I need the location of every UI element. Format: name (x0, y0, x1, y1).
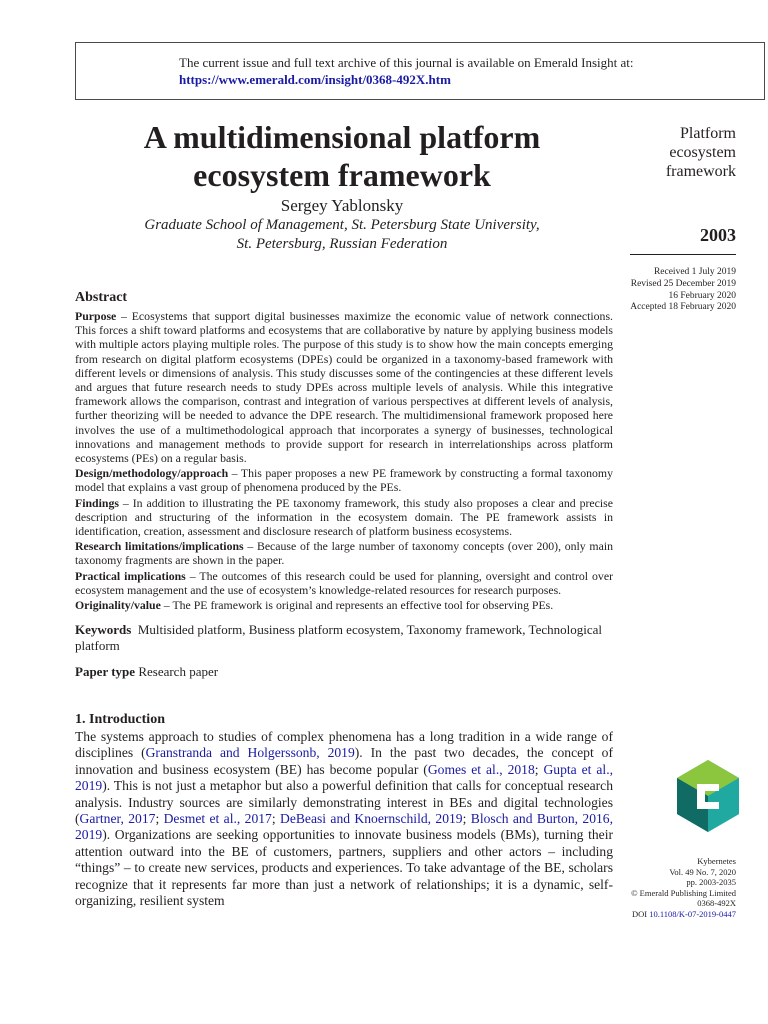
intro-text-run: The systems approach to studies of complex phenomena has a long tradition in a wide range of disciplines ( (75, 729, 613, 761)
intro-text-run: ; (462, 811, 471, 827)
section-label: Originality/value (75, 598, 161, 613)
journal-pages: pp. 2003-2035 (686, 877, 736, 888)
citation-link[interactable]: DeBeasi and Knoernschild, 2019 (280, 811, 463, 827)
article-title: A multidimensional platform ecosystem framework (143, 119, 541, 193)
intro-text-run: ; (271, 811, 280, 827)
affiliation-line: St. Petersburg, Russian Federation (236, 236, 448, 252)
abstract-limitations (75, 539, 613, 567)
section-label: Practical implications (75, 568, 186, 583)
section-text: – The outcomes of this research could be used for planning, oversight and control over ecosystem management and the use of ecosystem’s knowledge-related resources for research purposes. (75, 568, 613, 597)
running-title-line: Platform (680, 125, 736, 142)
section-text: – This paper proposes a new PE framework by constructing a formal taxonomy model that explains a vast group of phenomena produced by the PEs. (75, 466, 613, 495)
affiliation-line: Graduate School of Management, St. Petersburg State University, (144, 217, 540, 233)
sidebar-divider (630, 254, 736, 255)
abstract-heading: Abstract (75, 290, 128, 305)
abstract-design (75, 466, 613, 494)
intro-text-run: ). This is not just a metaphor but also a powerful definition that calls for conceptual research analysis. Industry sources are similarly demonstrating interest in BEs and digital technologies ( (75, 778, 613, 827)
running-title-line: framework (665, 163, 736, 180)
abstract (75, 290, 613, 680)
introduction-section (75, 712, 613, 909)
citation-link[interactable]: Granstranda and Holgerssonb, 2019 (145, 745, 355, 761)
abstract-purpose (75, 309, 613, 465)
received-date: Received 1 July 2019 (653, 267, 736, 277)
section-label: Design/methodology/approach (75, 466, 229, 481)
keywords-text: Multisided platform, Business platform ecosystem, Taxonomy framework, Technological platform (75, 622, 603, 654)
section-text: – Because of the large number of taxonomy concepts (over 200), only main taxonomy fragments are shown in the paper. (75, 539, 613, 568)
abstract-findings (75, 496, 613, 539)
journal-doi (596, 909, 736, 920)
citation-link[interactable]: Desmet et al., 2017 (163, 811, 272, 827)
archive-notice (75, 42, 765, 100)
abstract-practical (75, 569, 613, 597)
section-label: Purpose (75, 309, 117, 323)
journal-name: Kybernetes (697, 856, 736, 866)
citation-link[interactable]: Gartner, 2017 (79, 811, 156, 827)
revised-date: Revised 25 December 2019 (630, 278, 736, 289)
journal-info (596, 856, 736, 920)
author-name: Sergey Yablonsky (280, 196, 404, 215)
running-title-line: ecosystem (669, 144, 736, 161)
section-text: – Ecosystems that support digital businesses maximize the economic value of network connections. This forces a shift toward platforms and ecosystems that are collaborative by nature by applying business models with multiple actors playing multiple roles. The purpose of this study is to show how the main concepts emerging from research on digital platform ecosystems (DPEs) could be organized in a taxonomy-based framework with different levels or dimensions of analysis. This study discusses some of the contingencies at these different levels and argues that future research needs to study DPEs across multiple levels of analysis. While this integrative framework allows the comparison, contrast and integration of various perspectives at different levels of analysis, further theorizing will be needed to advance the DPE research. The multidimensional framework proposed here involves the use of a multimethodological approach that incorporates a synergy of businesses, technological innovations and management methods to provide support for research in interrelationships across platform ecosystems (PEs) on a regular basis. (75, 309, 613, 466)
citation-link[interactable]: Gupta et al., 2019 (75, 761, 613, 794)
keywords (75, 622, 613, 654)
paper-type-text: Research paper (138, 664, 219, 680)
intro-text-run: ). In the past two decades, the concept of innovation and business ecosystem (BE) has become popular ( (75, 745, 613, 777)
intro-text-run: ; (534, 761, 544, 777)
author-affiliation (92, 216, 592, 254)
introduction-text (75, 729, 613, 909)
paper-type (75, 664, 613, 680)
section-label: Research limitations/implications (75, 539, 244, 554)
emerald-logo-icon (675, 758, 741, 834)
paper-type-label: Paper type (75, 664, 136, 680)
intro-text-run: ). Organizations are seeking opportunities to innovate business models (BMs), turning their attention outward into the BE of customers, partners, suppliers and other actors – including “things” – to create new services, products and experiences. To take advantage of the BE, scholars recognize that it represents far more than just a network of relationships; it is a dynamic, self-organizing, resilient system (75, 827, 613, 909)
journal-issn: 0368-492X (697, 898, 736, 909)
section-label: Findings (75, 495, 119, 510)
accepted-date: Accepted 18 February 2020 (630, 302, 736, 313)
archive-url-link[interactable]: https://www.emerald.com/insight/0368-492X.htm (179, 72, 451, 87)
keywords-label: Keywords (75, 622, 132, 638)
doi-link[interactable]: 10.1108/K-07-2019-0447 (649, 908, 736, 919)
running-title (606, 124, 736, 181)
page-number: 2003 (700, 225, 736, 245)
section-text: – The PE framework is original and represents an effective tool for observing PEs. (160, 598, 554, 613)
journal-publisher: © Emerald Publishing Limited (631, 887, 736, 898)
introduction-heading: 1. Introduction (75, 712, 165, 727)
intro-text-run: ; (155, 811, 164, 827)
doi-label: DOI (631, 908, 648, 919)
citation-link[interactable]: Gomes et al., 2018 (427, 761, 535, 777)
archive-notice-text: The current issue and full text archive of this journal is available on Emerald Insight at: (179, 55, 634, 70)
abstract-originality (75, 598, 613, 612)
journal-volume: Vol. 49 No. 7, 2020 (669, 866, 736, 877)
citation-link[interactable]: Blosch and Burton, 2016, 2019 (75, 811, 613, 843)
revised-date: 16 February 2020 (668, 290, 736, 301)
section-text: – In addition to illustrating the PE taxonomy framework, this study also proposes a clear and precise description and structuring of the information in the ecosystem domain. The PE framework assists in identification, creation, assessment and disclosure research of platform business ecosystems. (75, 495, 613, 539)
